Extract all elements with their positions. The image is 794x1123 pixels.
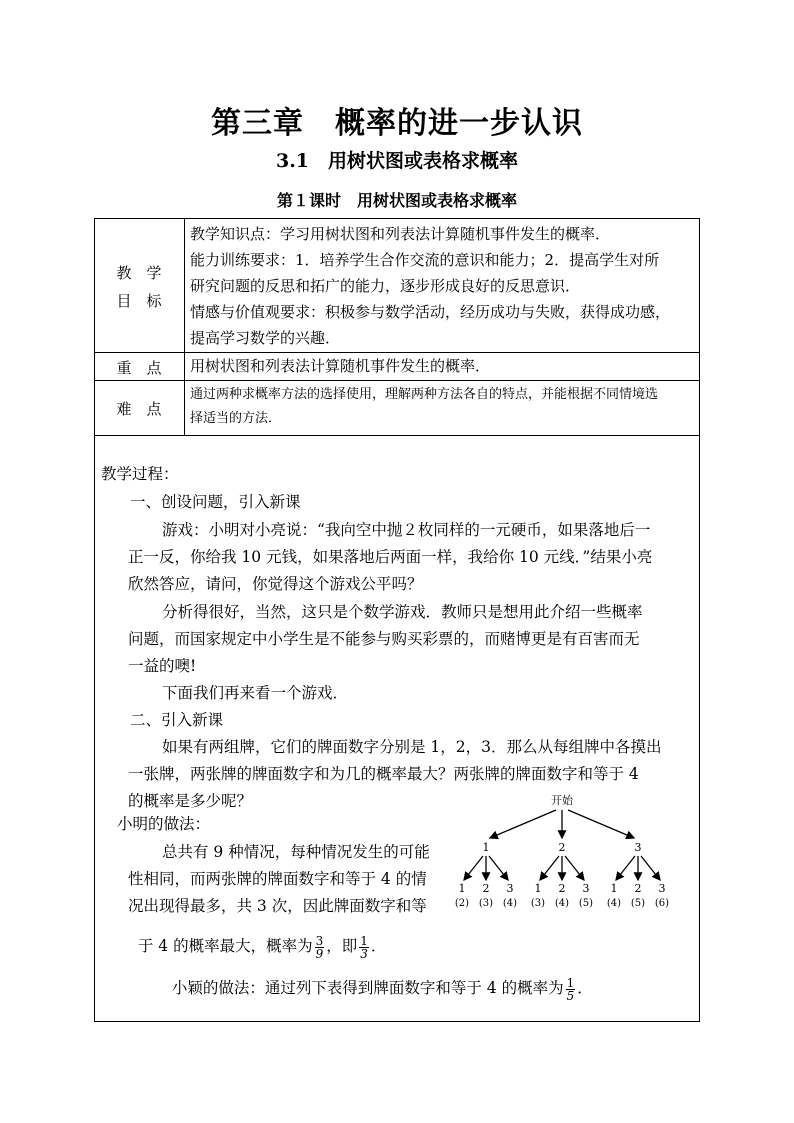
tree-leaf-node: 2 <box>634 882 642 895</box>
goal-line: 能力训练要求：1．培养学生合作交流的意识和能力；2．提高学生对所 <box>190 251 660 269</box>
tree-leaf-node: 3 <box>582 882 590 895</box>
tree-edge <box>616 856 635 880</box>
tree-edge <box>464 856 483 880</box>
fraction-one-third <box>359 935 369 960</box>
analysis-line: 一益的噢! <box>128 657 197 675</box>
probability-tree-diagram <box>440 790 690 915</box>
goal-line: 研究问题的反思和拓广的能力，逐步形成良好的反思意识． <box>190 277 581 295</box>
xiaoying-text: 小颖的做法：通过列下表得到牌面数字和等于 4 的概率为 <box>171 979 564 997</box>
tree-edge <box>568 810 634 838</box>
fraction-numerator: 1 <box>360 933 368 948</box>
xiaoming-line: 总共有 9 种情况，每种情况发生的可能 <box>162 843 430 861</box>
lesson-title: 第１课时 用树状图或表格求概率 <box>276 191 517 210</box>
tree-sum-label: (4) <box>554 898 570 909</box>
table-border-right <box>699 218 700 1022</box>
xiaoming-line: 于 4 的概率最大，概率为 <box>137 937 313 955</box>
tree-edge <box>489 856 508 880</box>
xiaoming-line: 况出现得最多，共 3 次，因此牌面数字和等 <box>128 897 427 915</box>
xiaoming-conclusion <box>128 916 386 960</box>
tree-leaf-node: 3 <box>506 882 514 895</box>
xiaoming-title: 小明的做法： <box>117 815 211 833</box>
analysis-line: 问题，而国家规定中小学生是不能参与购买彩票的，而赌博更是有百害而无 <box>128 630 640 648</box>
part1-title: 一、创设问题，引入新课 <box>130 493 301 511</box>
key-point-text: 用树状图和列表法计算随机事件发生的概率． <box>190 357 491 375</box>
tree-sum-label: (4) <box>502 898 518 909</box>
table-column-divider <box>184 218 185 436</box>
tree-leaves <box>459 882 666 895</box>
tree-leaf-edges <box>464 856 660 880</box>
chapter-title: 第三章 概率的进一步认识 <box>211 106 583 141</box>
tree-leaf-node: 1 <box>534 882 542 895</box>
problem-line: 的概率是多少呢？ <box>128 792 253 810</box>
goal-line: 提高学习数学的兴趣． <box>190 329 341 347</box>
game-line: 正一反，你给我 10 元钱，如果落地后两面一样，我给你 10 元线．”结果小亮 <box>128 548 653 566</box>
tree-edge <box>565 856 584 880</box>
game-line: 游戏：小明对小亮说：“我向空中抛２枚同样的一元硬币，如果落地后一 <box>162 521 651 539</box>
fraction-denominator: 9 <box>315 946 324 961</box>
tree-edge <box>641 856 660 880</box>
table-border-bottom <box>94 1021 700 1022</box>
xiaoming-line: 性相同，而两张牌的牌面数字和等于 4 的情 <box>128 870 427 888</box>
tree-root-label: 开始 <box>551 794 573 807</box>
tree-sum-label: (4) <box>606 898 622 909</box>
part2-title: 二、引入新课 <box>130 711 224 729</box>
label-teaching-goal-a: 教 学 <box>116 264 162 282</box>
fraction-denominator: 5 <box>566 988 575 1003</box>
tree-level1-node: 2 <box>558 841 566 854</box>
tree-sum-label: (3) <box>478 898 494 909</box>
fraction-denominator: 3 <box>360 946 368 961</box>
difficulty-line: 择适当的方法． <box>190 411 282 426</box>
problem-line: 一张牌，两张牌的牌面数字和为几的概率最大？两张牌的牌面数字和等于 4 <box>128 765 639 783</box>
tree-leaf-node: 2 <box>558 882 566 895</box>
process-heading: 教学过程： <box>101 465 179 483</box>
tree-edge <box>540 856 559 880</box>
tree-leaf-node: 2 <box>482 882 490 895</box>
tree-leaf-node: 3 <box>658 882 666 895</box>
tree-sum-label: (5) <box>578 898 594 909</box>
goal-line: 情感与价值观要求：积极参与数学活动，经历成功与失败，获得成功感， <box>190 303 671 321</box>
xiaoying-end-text: ． <box>577 979 593 997</box>
fraction-numerator: 3 <box>315 933 324 948</box>
tree-sum-label: (5) <box>630 898 646 909</box>
xiaoying-line <box>162 958 593 1002</box>
difficulty-text <box>190 383 695 431</box>
xiaoming-mid-text: ，即 <box>326 937 358 955</box>
problem-line: 如果有两组牌，它们的牌面数字分别是 1，2，3．那么从每组牌中各摸出 <box>162 738 662 756</box>
table-border-left <box>94 218 95 1022</box>
difficulty-line: 通过两种求概率方法的选择使用，理解两种方法各自的特点，并能根据不同情境选 <box>190 387 659 402</box>
fraction-one-fifth <box>566 977 576 1002</box>
fraction-three-ninths <box>315 935 325 960</box>
analysis-line: 分析得很好，当然，这只是个数学游戏．教师只是想用此介绍一些概率 <box>162 603 643 621</box>
tree-level1-node: 1 <box>482 841 490 854</box>
next-game-text: 下面我们再来看一个游戏． <box>162 684 349 702</box>
fraction-numerator: 1 <box>566 975 575 990</box>
tree-leaf-node: 1 <box>458 882 466 895</box>
section-title: 3.1 用树状图或表格求概率 <box>275 150 519 172</box>
label-difficulty: 难 点 <box>116 400 162 418</box>
tree-level1-node: 3 <box>634 841 642 854</box>
game-line: 欣然答应，请问，你觉得这个游戏公平吗？ <box>128 575 423 593</box>
tree-sum-label: (3) <box>530 898 546 909</box>
tree-sum-label: (2) <box>454 898 470 909</box>
xiaoming-end-text: ． <box>370 937 387 955</box>
tree-edge <box>490 810 556 838</box>
label-key-point: 重 点 <box>116 359 162 377</box>
teaching-goal-text <box>190 221 695 351</box>
goal-line: 教学知识点：学习用树状图和列表法计算随机事件发生的概率． <box>190 225 611 243</box>
tree-leaf-node: 1 <box>610 882 618 895</box>
tree-sum-label: (6) <box>654 898 670 909</box>
label-teaching-goal-b: 目 标 <box>116 292 162 310</box>
tree-root-edges <box>490 810 634 838</box>
tree-sums <box>455 898 669 909</box>
